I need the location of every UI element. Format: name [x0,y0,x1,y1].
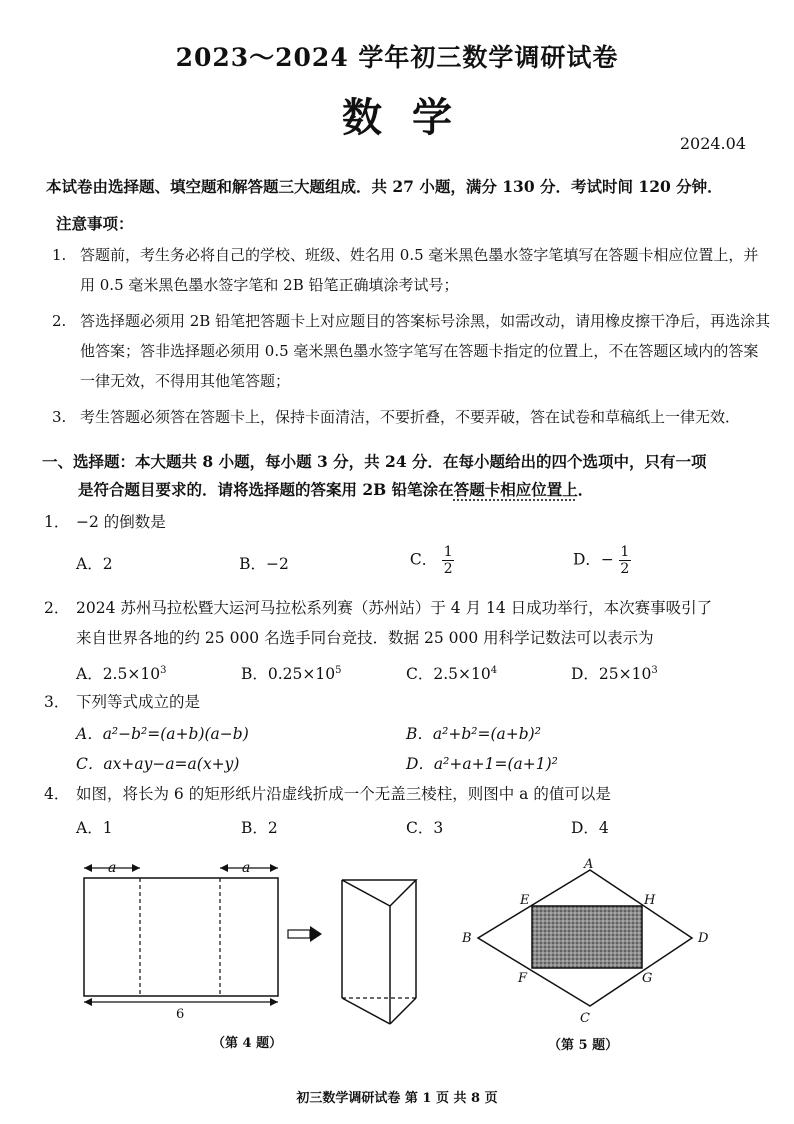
arrowhead [84,864,92,872]
section-1-line2 [42,476,772,504]
question-4-options [76,816,736,838]
question-3-options-row2 [76,752,736,774]
option-b [241,662,406,684]
option-d [571,662,736,684]
figure-5 [456,858,726,1028]
figure-4 [72,852,432,1027]
notes-heading: 注意事项： [56,214,134,233]
question-number: 3． [44,693,70,711]
fraction [619,544,631,577]
option-a-text: A．2.5×10 [76,665,161,683]
figure-4-caption: （第 4 题） [212,1036,283,1051]
arrow-shaft [288,930,310,938]
option-c: C．ax+ay−a=a(x+y) [76,755,240,773]
point-e-label: E [520,893,530,908]
question-text-line1: 2024 苏州马拉松暨大运河马拉松系列赛（苏州站）于 4 月 14 日成功举行，本次赛事吸引了 [76,599,713,617]
arrowhead [132,864,140,872]
exponent: 3 [651,664,658,676]
question-1 [44,510,166,532]
option-a: A．a²−b²=(a+b)(a−b) [76,725,249,743]
paper-rectangle [84,878,278,996]
note-number: 2. [52,312,67,330]
exponent: 5 [335,664,342,676]
option-b-text: B．0.25×10 [241,665,336,683]
exam-date: 2024.04 [679,134,746,153]
option-d: D．4 [571,819,609,837]
note-text: 答选择题必须用 2B 铅笔把答题卡上对应题目的答案标号涂黑，如需改动，请用橡皮擦干净后，再选涂其他答案；答非选择题必须用 0.5 毫米黑色墨水签字笔写在答题卡指定的位置上，不在答题区域内的答案一律无效，不得用其他笔答题； [80,312,771,390]
question-number: 2． [44,599,70,617]
shaded-rectangle-efgh [532,906,642,968]
note-number: 1. [52,246,67,264]
prism-top-face [342,880,416,906]
option-c: C．3 [406,819,444,837]
question-4 [44,782,611,804]
question-number: 1． [44,513,70,531]
point-c-label: C [580,1011,590,1026]
question-1-options [76,544,736,577]
question-2-options [76,662,736,684]
option-c [406,662,571,684]
point-d-label: D [698,931,709,946]
section-1-line1: 一、选择题：本大题共 8 小题，每小题 3 分，共 24 分．在每小题给出的四个选项中，只有一项 [42,452,707,471]
question-text: −2 的倒数是 [76,513,166,531]
question-text-line2: 来自世界各地的约 25 000 名选手同台竞技．数据 25 000 用科学记数法可以表示为 [76,629,654,647]
option-a: A．2 [76,555,113,573]
point-f-label: F [518,971,528,986]
denominator: 2 [620,561,630,577]
prism-edge [390,998,416,1024]
arrow-head [310,926,322,942]
option-d-prefix: D．− [572,550,614,569]
transform-arrow [288,926,322,942]
arrowhead [270,864,278,872]
question-text: 下列等式成立的是 [76,693,201,711]
point-g-label: G [642,971,653,986]
option-d [573,544,736,577]
exam-intro: 本试卷由选择题、填空题和解答题三大题组成．共 27 小题，满分 130 分．考试时间 120 分钟． [46,177,723,196]
point-b-label: B [462,931,472,946]
label-a-right: a [242,860,251,876]
page-footer: 初三数学调研试卷 第 1 页 共 8 页 [296,1091,498,1106]
prism-edge [342,998,390,1024]
option-a: A．1 [76,819,113,837]
numerator: 1 [443,544,453,560]
option-d: D．a²+a+1=(a+1)² [406,755,558,773]
note-item [52,306,772,396]
note-item [52,240,772,300]
question-text: 如图，将长为 6 的矩形纸片沿虚线折成一个无盖三棱柱，则图中 a 的值可以是 [76,785,611,803]
numerator: 1 [620,544,630,560]
option-c [410,544,573,577]
question-2 [44,596,774,648]
triangular-prism [342,880,416,1024]
option-c-prefix: C． [409,550,438,569]
exponent: 4 [490,664,498,676]
notes-list [52,240,772,438]
section-1-line2-text: 是符合题目要求的．请将选择题的答案用 2B 铅笔涂在 [78,480,454,499]
denominator: 2 [443,561,453,577]
subject-title: 数学 [342,94,482,141]
section-1-emphasis: 答题卡相应位置上 [453,480,578,499]
label-a-left: a [108,860,117,876]
arrowhead [84,998,92,1006]
option-b: B．−2 [239,555,289,573]
section-1-line2-end: ． [577,480,594,499]
arrowhead [270,998,278,1006]
question-3 [44,690,200,712]
fraction [442,544,454,577]
point-a-label: A [584,858,594,872]
question-number: 4． [44,785,70,803]
section-1-instructions [42,448,772,504]
option-a [76,662,241,684]
point-h-label: H [644,893,656,908]
option-d-text: D．25×10 [571,665,652,683]
arrowhead [220,864,228,872]
note-text: 答题前，考生务必将自己的学校、班级、姓名用 0.5 毫米黑色墨水签字笔填写在答题卡相应位置上，并用 0.5 毫米黑色墨水签字笔和 2B 铅笔正确填涂考试号； [80,246,759,294]
option-b: B．a²+b²=(a+b)² [406,725,541,743]
exponent: 3 [160,664,167,676]
option-c-text: C．2.5×10 [406,665,491,683]
label-length: 6 [176,1007,185,1022]
exam-title: 2023～2024 学年初三数学调研试卷 [175,43,619,72]
option-b: B．2 [241,819,278,837]
note-number: 3. [52,408,67,426]
question-3-options-row1 [76,722,736,744]
note-item [52,402,772,432]
figure-5-caption: （第 5 题） [548,1038,619,1053]
note-text: 考生答题必须答在答题卡上，保持卡面清洁，不要折叠，不要弄破，答在试卷和草稿纸上一律无效． [80,408,741,426]
